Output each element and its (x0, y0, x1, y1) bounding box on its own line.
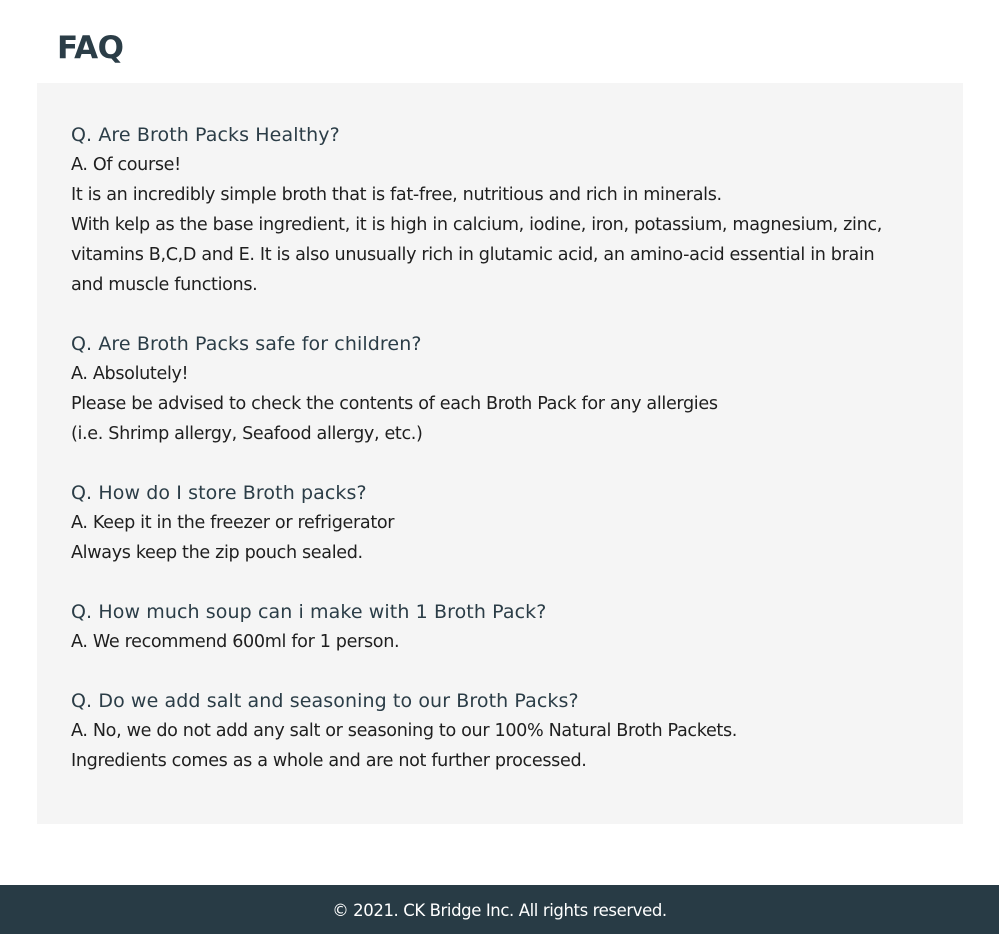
faq-answer-line: vitamins B,C,D and E. It is also unusually rich in glutamic acid, an amino-acid essential in brain (71, 245, 875, 265)
faq-answer-line: Please be advised to check the contents of each Broth Pack for any allergies (71, 394, 718, 414)
faq-answer-line: A. Keep it in the freezer or refrigerator (71, 513, 395, 533)
faq-question: Q. Are Broth Packs Healthy? (71, 124, 340, 146)
faq-item-healthy (71, 120, 929, 300)
site-footer (0, 885, 999, 934)
faq-answer-line: With kelp as the base ingredient, it is high in calcium, iodine, iron, potassium, magnesium, zinc, (71, 215, 882, 235)
faq-answer-line: A. No, we do not add any salt or seasoning to our 100% Natural Broth Packets. (71, 721, 738, 741)
faq-answer-line: A. Of course! (71, 155, 181, 175)
faq-item-salt-seasoning (71, 686, 929, 776)
faq-question: Q. How do I store Broth packs? (71, 482, 367, 504)
faq-answer-line: (i.e. Shrimp allergy, Seafood allergy, etc.) (71, 424, 423, 444)
faq-question: Q. Are Broth Packs safe for children? (71, 333, 422, 355)
faq-list (37, 83, 963, 824)
faq-item-soup-amount (71, 597, 929, 657)
faq-answer-line: and muscle functions. (71, 275, 258, 295)
faq-answer-line: It is an incredibly simple broth that is fat-free, nutritious and rich in minerals. (71, 185, 722, 205)
faq-item-children (71, 329, 929, 449)
faq-answer-line: A. We recommend 600ml for 1 person. (71, 632, 400, 652)
faq-question: Q. Do we add salt and seasoning to our Broth Packs? (71, 690, 579, 712)
faq-answer-line: Always keep the zip pouch sealed. (71, 543, 363, 563)
faq-item-storage (71, 478, 929, 568)
copyright-text: © 2021. CK Bridge Inc. All rights reserved. (332, 901, 667, 920)
faq-answer-line: A. Absolutely! (71, 364, 189, 384)
page-title: FAQ (57, 30, 124, 66)
faq-answer-line: Ingredients comes as a whole and are not further processed. (71, 751, 587, 771)
faq-question: Q. How much soup can i make with 1 Broth Pack? (71, 601, 547, 623)
